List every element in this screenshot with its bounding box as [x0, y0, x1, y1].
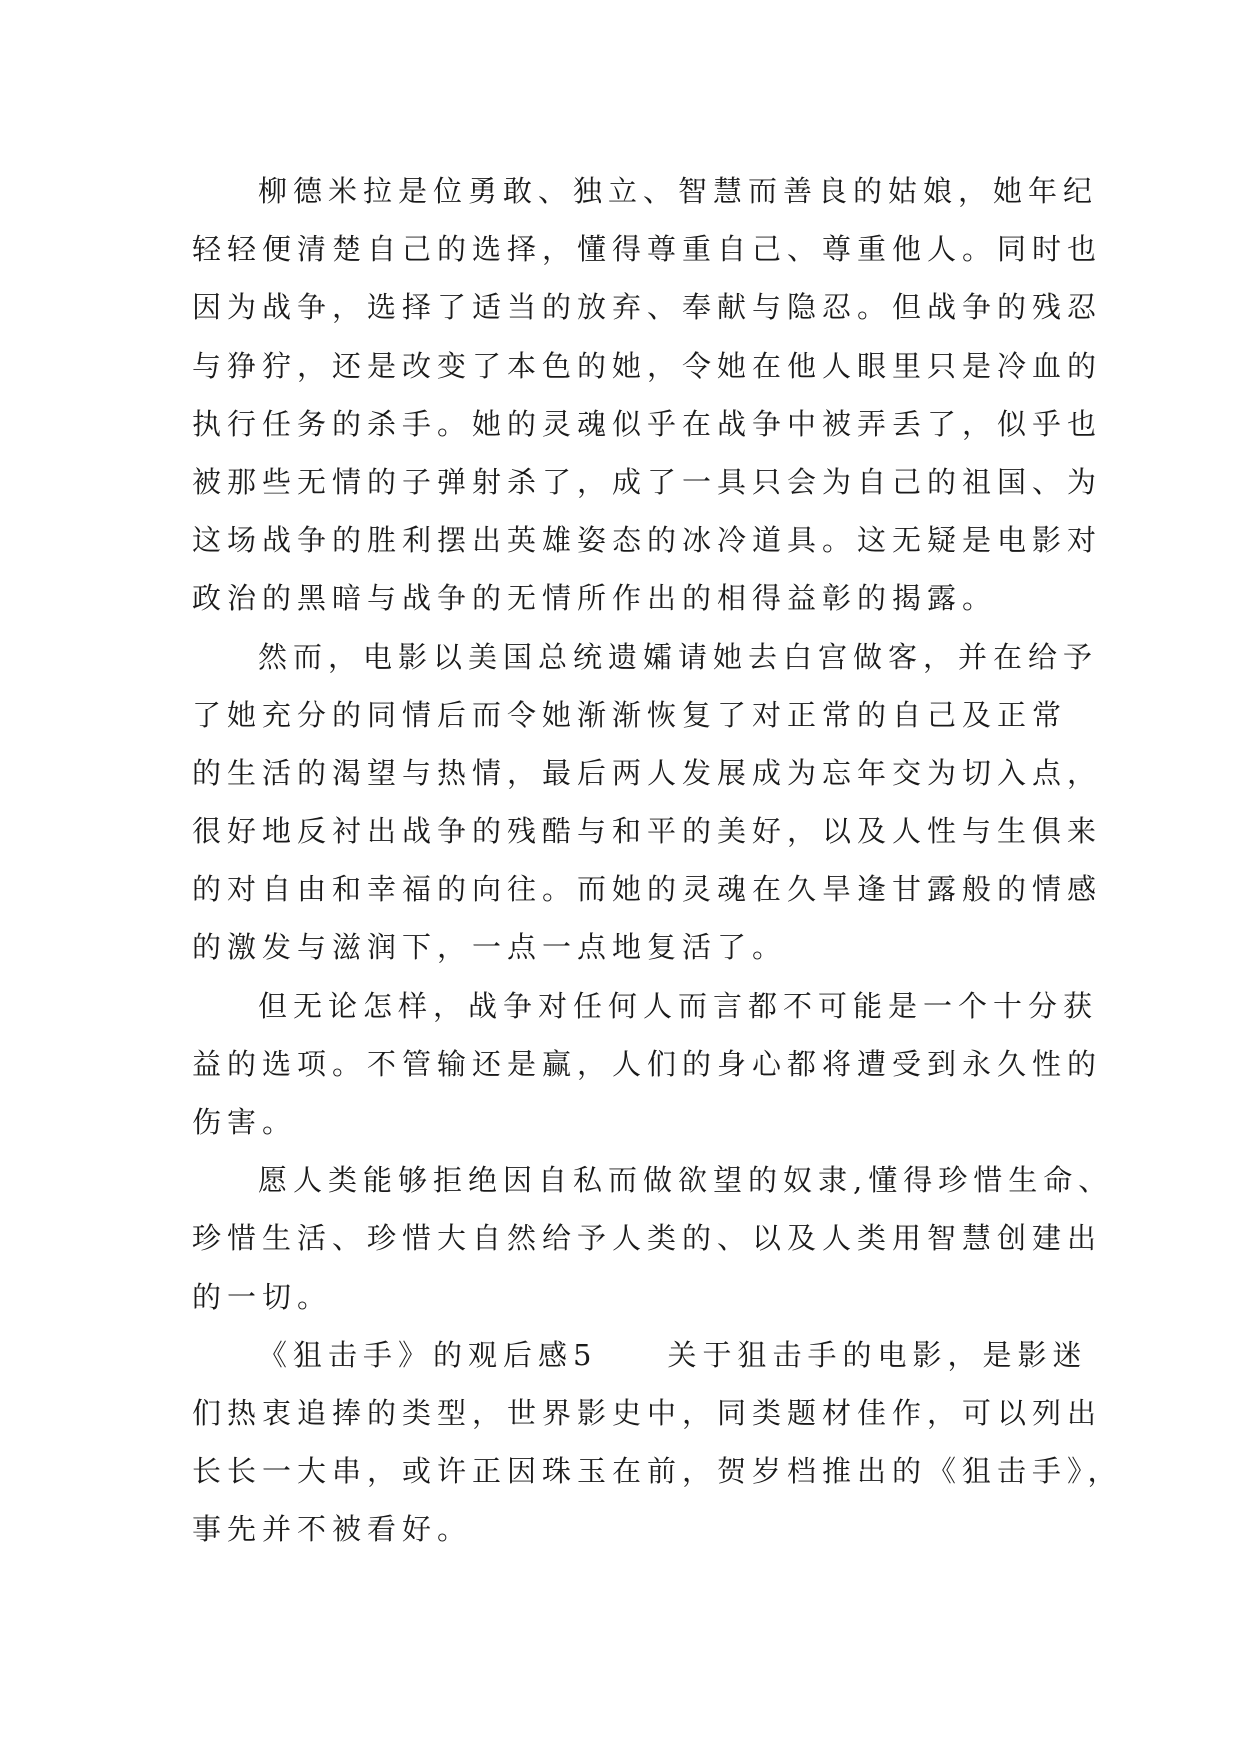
text-line: 与狰狞，还是改变了本色的她，令她在他人眼里只是冷血的 [192, 348, 1103, 383]
text-line: 珍惜生活、珍惜大自然给予人类的、以及人类用智慧创建出 [192, 1221, 1103, 1256]
text-line: 但无论怎样，战争对任何人而言都不可能是一个十分获 [258, 988, 1099, 1023]
text-line: 很好地反衬出战争的残酷与和平的美好，以及人性与生俱来 [192, 814, 1103, 849]
text-line: 然而，电影以美国总统遗孀请她去白宫做客，并在给予 [258, 639, 1099, 674]
text-line: 执行任务的杀手。她的灵魂似乎在战争中被弄丢了，似乎也 [192, 406, 1103, 441]
paragraph-4 [192, 1151, 1114, 1326]
text-line: 愿人类能够拒绝因自私而做欲望的奴隶,懂得珍惜生命、 [258, 1163, 1114, 1198]
text-line: 伤害。 [192, 1105, 298, 1139]
text-line: 这场战争的胜利摆出英雄姿态的冰冷道具。这无疑是电影对 [192, 523, 1103, 558]
text-line: 《狙击手》的观后感5 关于狙击手的电影，是影迷 [258, 1337, 1088, 1372]
text-line: 长长一大串，或许正因珠玉在前，贺岁档推出的《狙击手》， [192, 1454, 1123, 1489]
text-line: 的对自由和幸福的向往。而她的灵魂在久旱逢甘露般的情感 [192, 872, 1103, 907]
text-line: 被那些无情的子弹射杀了，成了一具只会为自己的祖国、为 [192, 464, 1103, 499]
text-line: 政治的黑暗与战争的无情所作出的相得益彰的揭露。 [192, 581, 998, 616]
text-line: 因为战争，选择了适当的放弃、奉献与隐忍。但战争的残忍 [192, 290, 1103, 325]
text-line: 的生活的渴望与热情，最后两人发展成为忘年交为切入点， [192, 755, 1103, 790]
text-line: 的一切。 [192, 1279, 333, 1314]
text-line: 事先并不被看好。 [192, 1512, 473, 1547]
text-line: 们热衷追捧的类型，世界影史中，同类题材佳作，可以列出 [192, 1395, 1103, 1430]
text-line: 的激发与滋润下，一点一点地复活了。 [192, 930, 788, 965]
text-line: 柳德米拉是位勇敢、独立、智慧而善良的姑娘，她年纪 [258, 174, 1099, 208]
paragraph-1 [192, 162, 1103, 628]
paragraph-5 [192, 1326, 1123, 1559]
text-line: 益的选项。不管输还是赢，人们的身心都将遭受到永久性的 [192, 1046, 1103, 1081]
body-text [192, 162, 1123, 1559]
paragraph-2 [192, 628, 1103, 977]
paragraph-3 [192, 977, 1103, 1152]
text-line: 了她充分的同情后而令她渐渐恢复了对正常的自己及正常 [192, 697, 1068, 732]
text-line: 轻轻便清楚自己的选择，懂得尊重自己、尊重他人。同时也 [192, 232, 1103, 267]
